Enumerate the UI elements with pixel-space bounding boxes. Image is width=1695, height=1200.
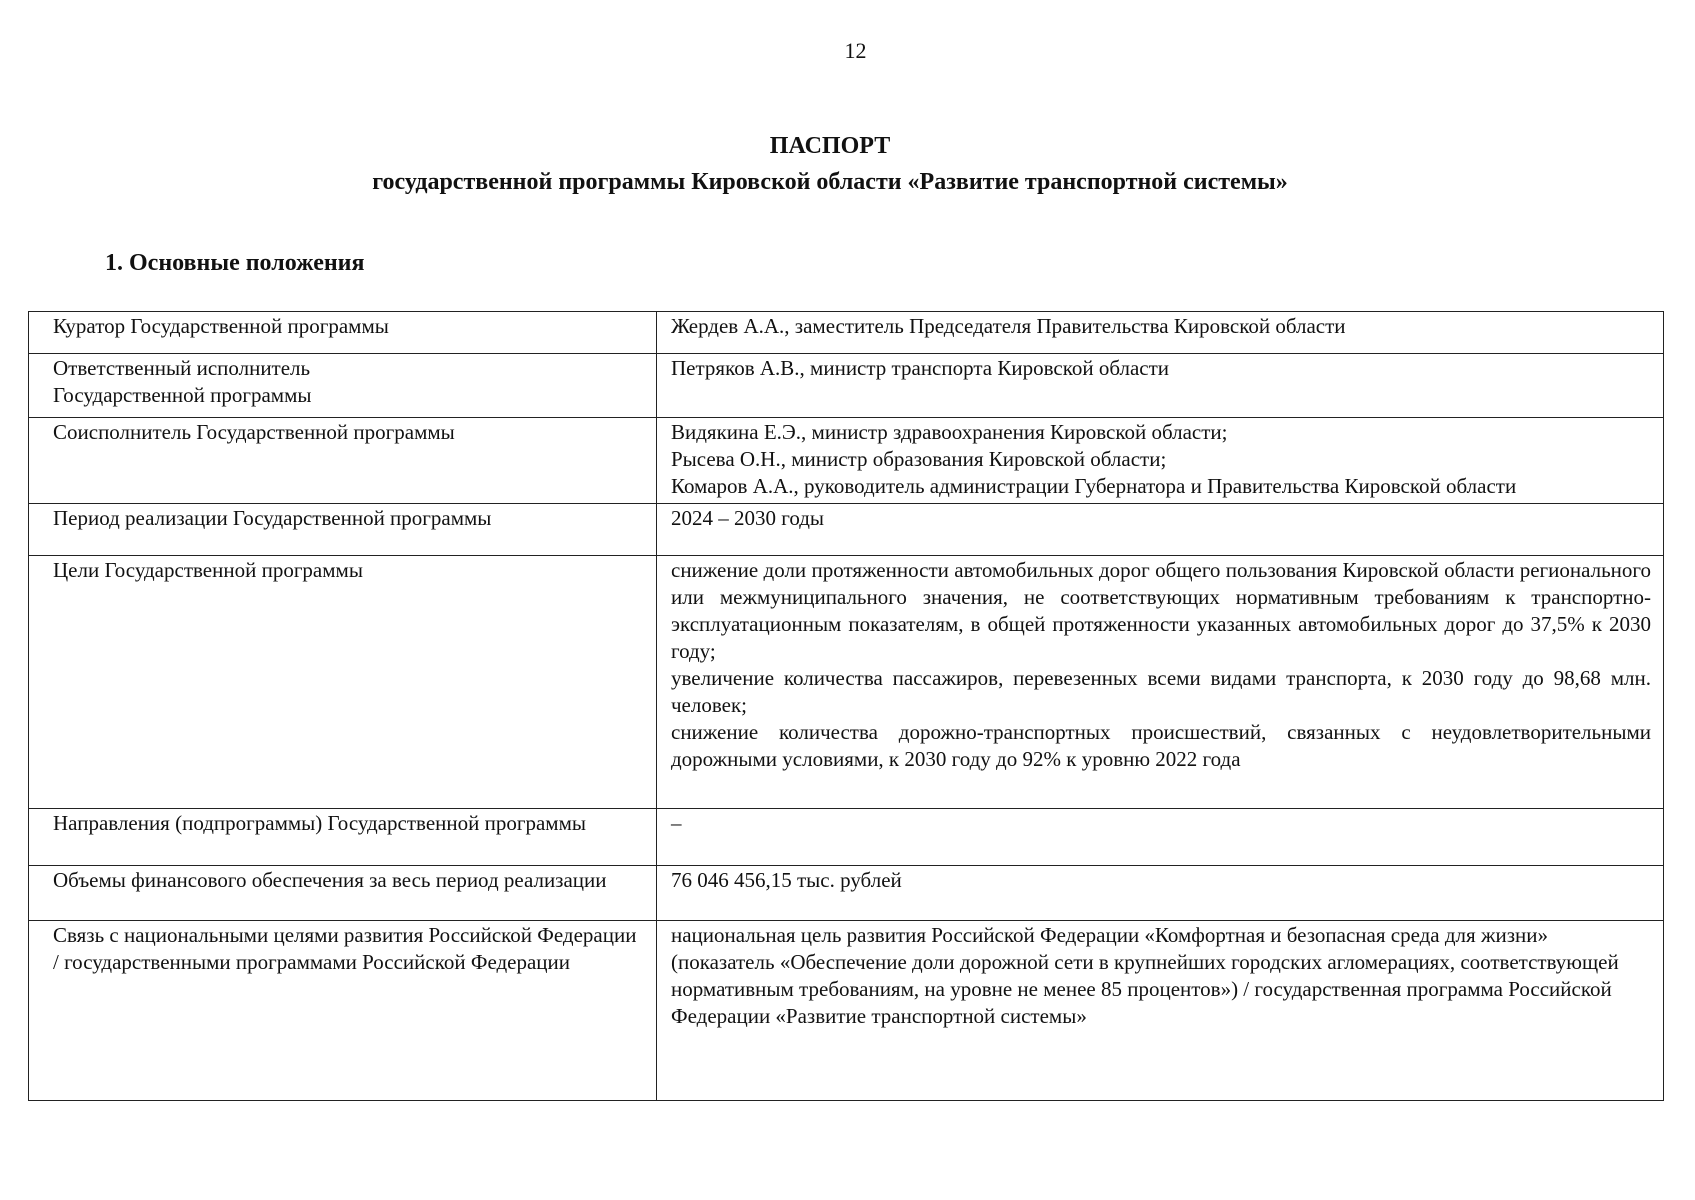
row-label [29,866,657,921]
row-label [29,809,657,866]
row-value [657,556,1664,809]
row-value-text: снижение количества дорожно-транспортных происшествий, связанных с неудовлетворительными дорожными условиями, к 2030 году до 92% к уровню 2022 года [671,720,1651,771]
table-row [29,354,1664,418]
section-title: 1. Основные положения [105,250,365,276]
row-value-text: снижение доли протяженности автомобильных дорог общего пользования Кировской области регионального или межмуниципального значения, не соответствующих нормативным требованиям к транспортно-эксплуатационным показателям, в общей протяженности указанных автомобильных дорог до 37,5% к 2030 году; [671,558,1651,663]
row-value-text: Видякина Е.Э., министр здравоохранения Кировской области; [671,420,1228,444]
row-label [29,556,657,809]
passport-table [28,311,1664,1101]
document-title [0,128,1660,200]
row-label-text: Цели Государственной программы [53,558,363,582]
row-label-text: Ответственный исполнитель [53,356,311,380]
row-value-text: Рысева О.Н., министр образования Кировской области; [671,447,1167,471]
row-value-text: Петряков А.В., министр транспорта Кировской области [671,356,1170,380]
row-label-text: Соисполнитель Государственной программы [53,420,455,444]
row-label-text: Связь с национальными целями развития Российской Федерации / государственными программами Российской Федерации [53,923,637,974]
title-line-2: государственной программы Кировской области «Развитие транспортной системы» [372,169,1288,195]
title-line-1: ПАСПОРТ [769,133,891,159]
row-value [657,809,1664,866]
table-row [29,418,1664,504]
table-row [29,312,1664,354]
row-value-text: увеличение количества пассажиров, перевезенных всеми видами транспорта, к 2030 году до 98,68 млн. человек; [671,666,1651,717]
row-value-text: 76 046 456,15 тыс. рублей [671,868,902,892]
row-value [657,418,1664,504]
row-label-text: Государственной программы [53,383,312,407]
table-row [29,556,1664,809]
row-label-text: Период реализации Государственной программы [53,506,492,530]
row-value-text: – [671,811,682,835]
row-label [29,418,657,504]
row-value [657,354,1664,418]
row-value [657,921,1664,1101]
row-value-text: Жердев А.А., заместитель Председателя Правительства Кировской области [671,314,1346,338]
table-row [29,921,1664,1101]
row-value-text: Комаров А.А., руководитель администрации Губернатора и Правительства Кировской области [671,474,1517,498]
row-label-text: Куратор Государственной программы [53,314,389,338]
row-value-text: 2024 – 2030 годы [671,506,825,530]
row-label [29,504,657,556]
page-number: 12 [844,38,867,63]
row-value [657,504,1664,556]
row-value-text: национальная цель развития Российской Федерации «Комфортная и безопасная среда для жизни» (показатель «Обеспечение доли дорожной сети в крупнейших городских агломерациях, соответствующей нормативным требованиям, на уровне не менее 85 процентов») / государственная программа Российской Федерации «Развитие транспортной системы» [671,923,1619,1028]
row-label-text: Объемы финансового обеспечения за весь период реализации [53,868,607,892]
table-row [29,809,1664,866]
row-label [29,354,657,418]
row-label-text: Направления (подпрограммы) Государственной программы [53,811,586,835]
row-value [657,312,1664,354]
table-row [29,504,1664,556]
row-label [29,312,657,354]
row-label [29,921,657,1101]
row-value [657,866,1664,921]
table-row [29,866,1664,921]
